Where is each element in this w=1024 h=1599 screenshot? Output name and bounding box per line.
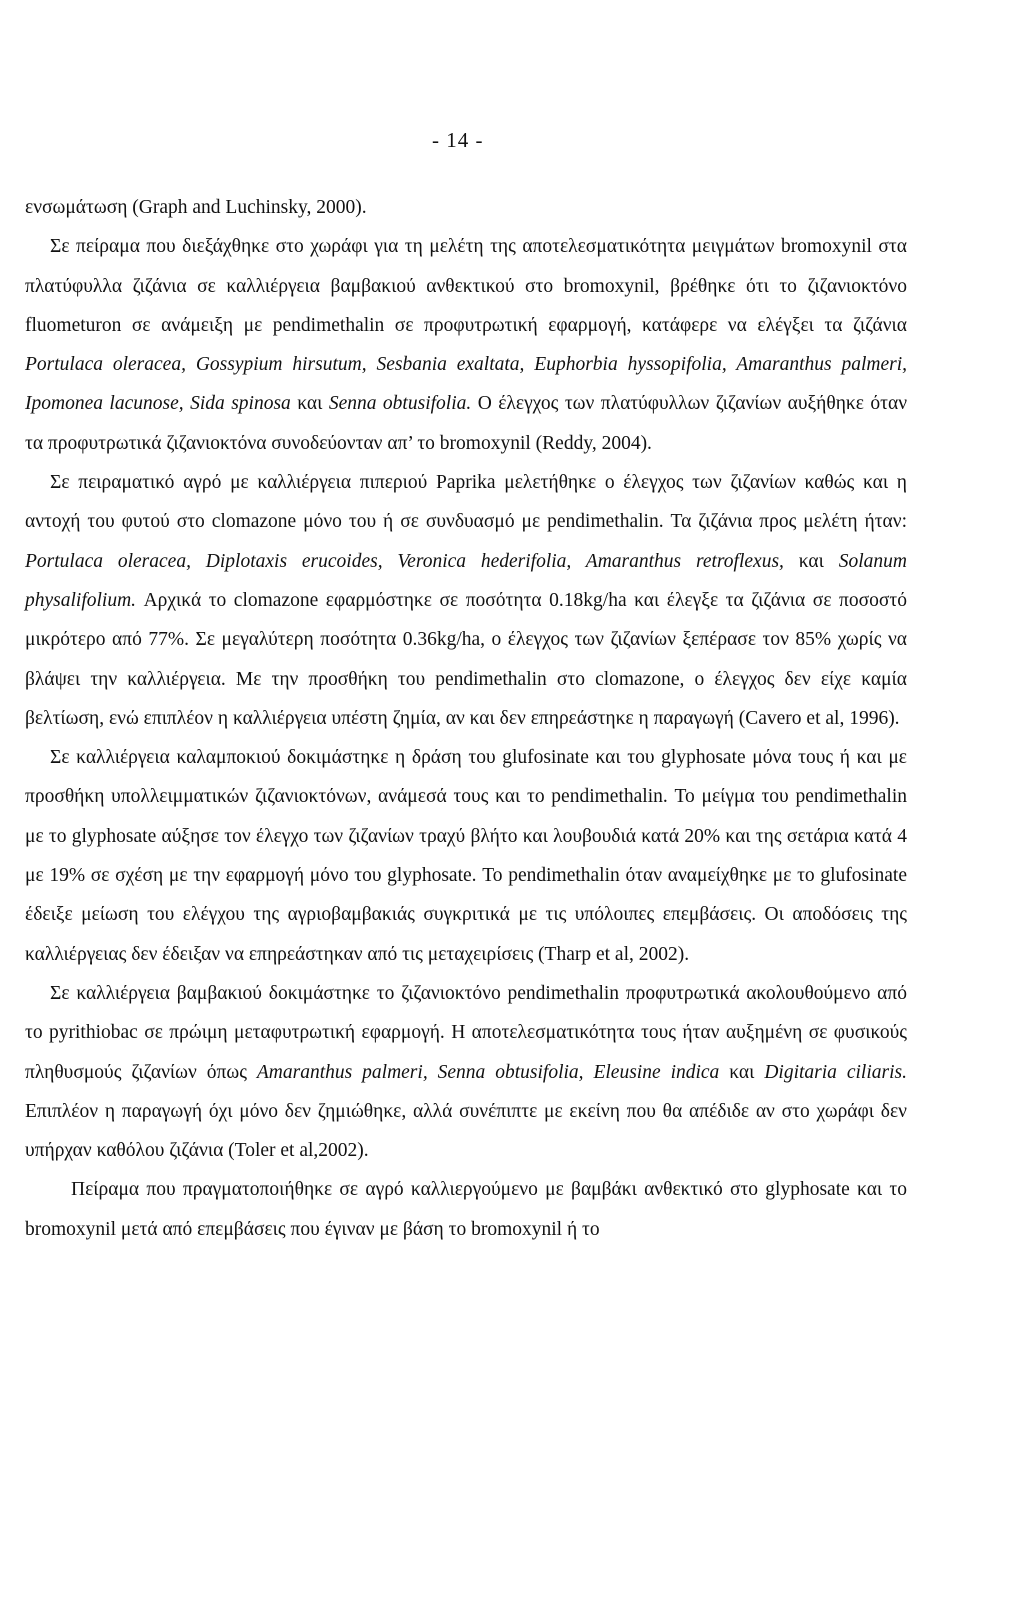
paragraph-text: ενσωμάτωση (Graph and Luchinsky, 2000). [25, 197, 367, 218]
species-italic-text: Senna obtusifolia. [328, 393, 472, 415]
species-italic-text: Portulaca oleracea, Diplotaxis erucoides, Veronica hederifolia, Amaranthus retroflexus, [25, 550, 784, 572]
paragraph-glyphosate-cotton [25, 1170, 907, 1249]
paragraph-text: Σε πείραμα που διεξάχθηκε στο χωράφι για τη μελέτη της αποτελεσματικότητα μειγμάτων bromoxynil στα πλατύφυλλα ζιζάνια σε καλλιέργεια βαμβακιού ανθεκτικού στο bromoxynil, βρέθηκε ότι το ζιζανιοκτόνο fluometuron σε ανάμειξη με pendimethalin σε προφυτρωτική εφαρμογή, κατάφερε να ελέγξει τα ζιζάνια [25, 236, 907, 336]
paragraph-text: Επιπλέον η παραγωγή όχι μόνο δεν ζημιώθηκε, αλλά συνέπιπτε με εκείνη που θα απέδιδε αν στο χωράφι δεν υπήρχαν καθόλου ζιζάνια (Toler et al,2002). [25, 1100, 907, 1162]
paragraph-text: και [783, 550, 839, 572]
paragraph-text: Σε καλλιέργεια βαμβακιού δοκιμάστηκε το ζιζανιοκτόνο pendimethalin προφυτρωτικά ακολουθούμενο από το pyrithiobac σε πρώιμη μεταφυτρωτική εφαρμογή. Η αποτελεσματικότητα τους ήταν αυξημένη σε φυσικούς πληθυσμούς ζιζανίων όπως [25, 982, 907, 1083]
species-italic-text: Solanum physalifolium. [25, 550, 907, 611]
paragraph-text: Πείραμα που πραγματοποιήθηκε σε αγρό καλλιεργούμενο με βαμβάκι ανθεκτικό στο glyphosate και το bromoxynil μετά από επεμβάσεις που έγιναν με βάση το bromoxynil ή το [25, 1179, 907, 1240]
paragraph-continuation [25, 188, 907, 227]
species-italic-text: Portulaca oleracea, Gossypium hirsutum, Sesbania exaltata, Euphorbia hyssopifolia, Amaranthus palmeri, Ipomonea lacunose, Sida spinosa [25, 354, 907, 415]
species-italic-text: Amaranthus palmeri, Senna obtusifolia, Eleusine indica [256, 1061, 720, 1083]
paragraph-cotton-pyrithiobac [25, 974, 907, 1170]
species-italic-text: Digitaria ciliaris. [764, 1061, 907, 1083]
paragraph-text: Σε πειραματικό αγρό με καλλιέργεια πιπεριού Paprika μελετήθηκε ο έλεγχος των ζιζανίων καθώς και η αντοχή του φυτού στο clomazone μόνο του ή σε συνδυασμό με pendimethalin. Τα ζιζάνια προς μελέτη ήταν: [25, 472, 907, 533]
paragraph-text: και [719, 1061, 765, 1083]
page-number: - 14 - [432, 128, 484, 152]
paragraph-text: Σε καλλιέργεια καλαμποκιού δοκιμάστηκε η δράση του glufosinate και του glyphosate μόνα τους ή και με προσθήκη υπολλειμματικών ζιζανιοκτόνων, ανάμεσά τους και το pendimethalin. Το μείγμα του pendimethalin με το glyphosate αύξησε τον έλεγχο των ζιζανίων τραχύ βλήτο και λουβουδιά κατά 20% και της σετάρια κατά 4 με 19% σε σχέση με την εφαρμογή μόνο του glyphosate. Το pendimethalin όταν αναμείχθηκε με το glufosinate έδειξε μείωση του ελέγχου της αγριοβαμβακιάς συγκριτικά με τις υπόλοιπες επεμβάσεις. Οι αποδόσεις της καλλιέργειας δεν έδειξαν να επηρεάστηκαν από τις μεταχειρίσεις (Tharp et al, 2002). [25, 747, 907, 965]
paragraph-text: Ο έλεγχος των πλατύφυλλων ζιζανίων αυξήθηκε όταν τα προφυτρωτικά ζιζανιοκτόνα συνοδεύονταν απ’ το bromoxynil (Reddy, 2004). [25, 393, 908, 454]
paragraph-paprika-clomazone [25, 463, 907, 738]
paragraph-text: και [290, 393, 329, 415]
document-body [25, 188, 907, 1249]
paragraph-text: Αρχικά το clomazone εφαρμόστηκε σε ποσότητα 0.18kg/ha και έλεγξε τα ζιζάνια σε ποσοστό μικρότερο από 77%. Σε μεγαλύτερη ποσότητα 0.36kg/ha, ο έλεγχος των ζιζανίων ξεπέρασε τον 85% χωρίς να βλάψει την καλλιέργεια. Με την προσθήκη του pendimethalin στο clomazone, ο έλεγχος δεν είχε καμία βελτίωση, ενώ επιπλέον η καλλιέργεια υπέστη ζημία, αν και δεν επηρεάστηκε η παραγωγή (Cavero et al, 1996). [25, 589, 907, 729]
paragraph-bromoxynil-cotton [25, 227, 907, 463]
paragraph-corn-glufosinate [25, 738, 907, 974]
